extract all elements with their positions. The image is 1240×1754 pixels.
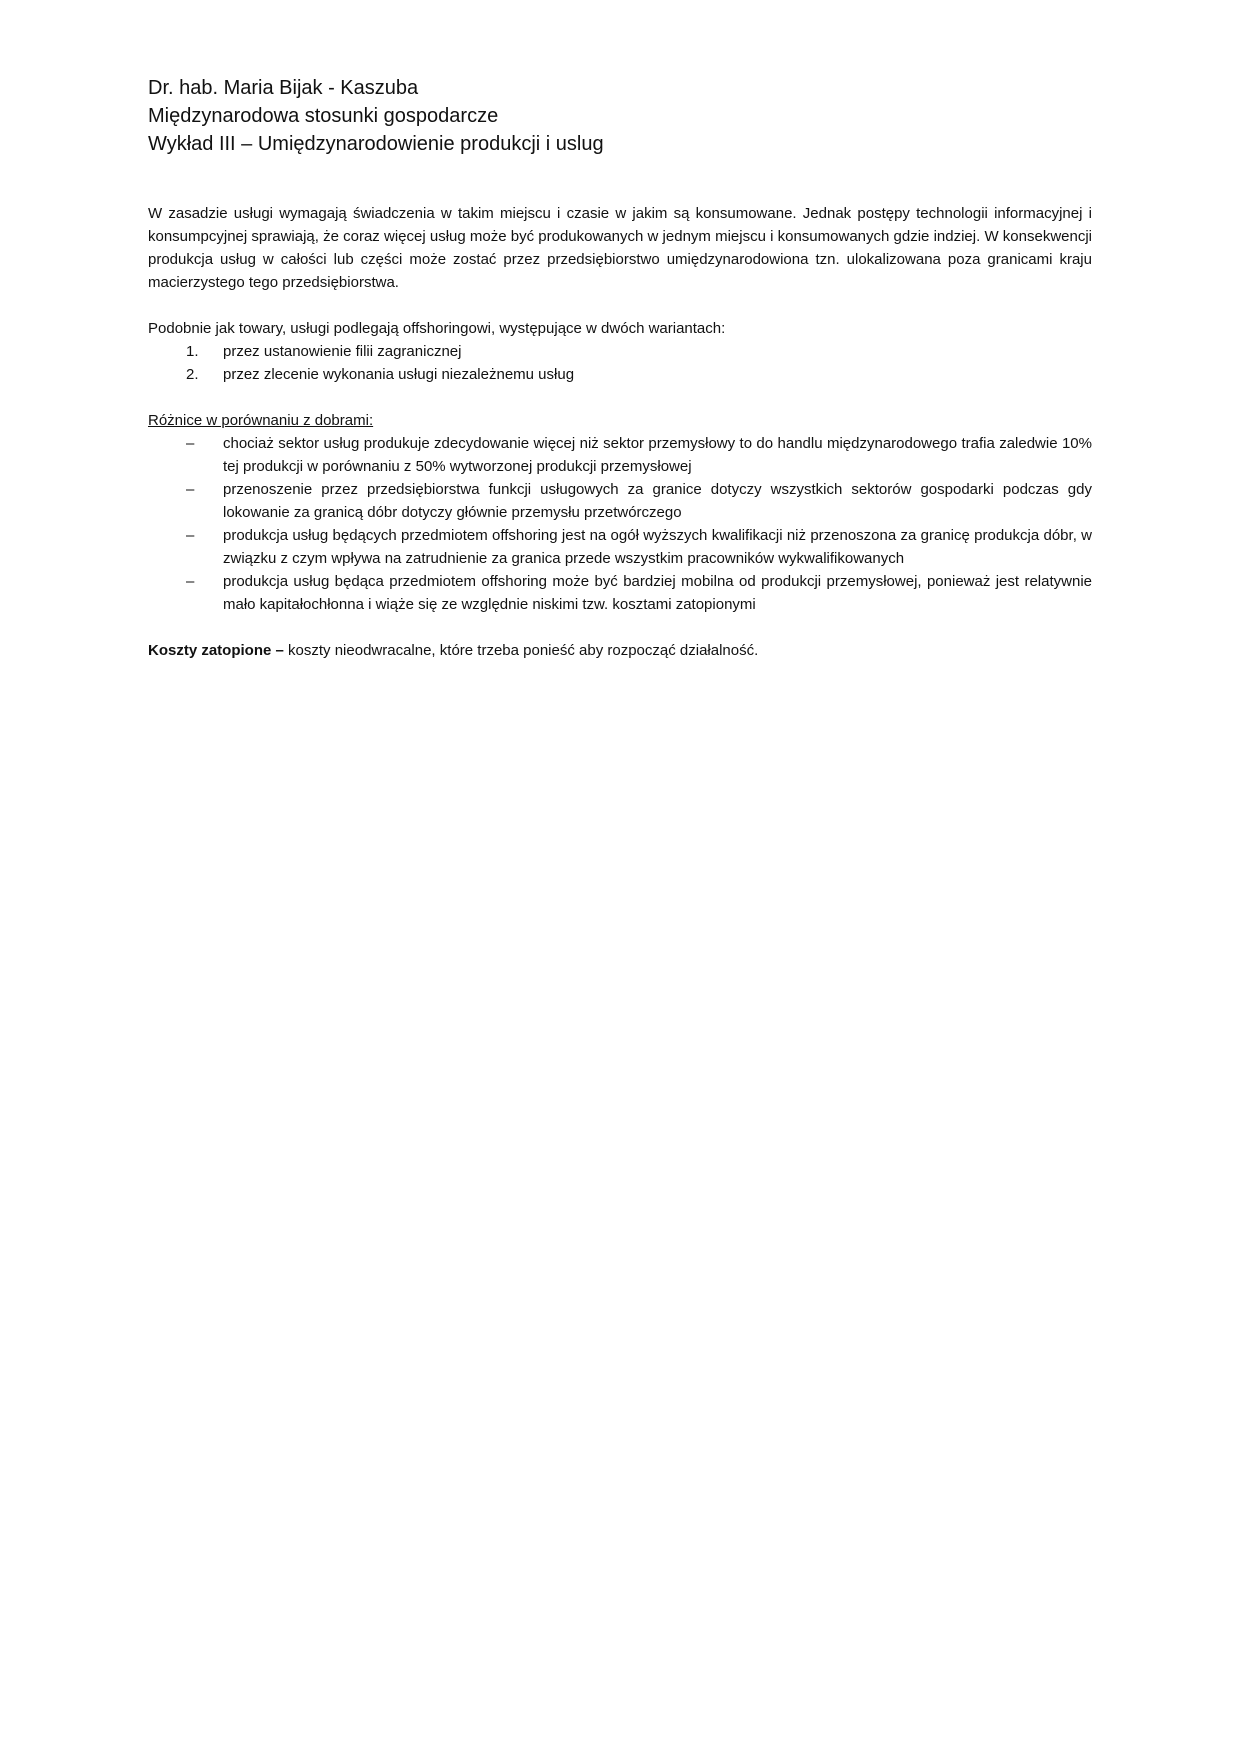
definition-term: Koszty zatopione – — [148, 642, 284, 659]
differences-heading: Różnice w porównaniu z dobrami: — [148, 412, 374, 429]
list-item-text: produkcja usług będąca przedmiotem offshoring może być bardziej mobilna od produkcji przemysłowej, ponieważ jest relatywnie mało kapitałochłonna i wiąże się ze względnie niskimi tzw. kosztami zatopionymi — [223, 573, 1092, 613]
course-title: Międzynarodowa stosunki gospodarcze — [148, 105, 499, 127]
definition-paragraph — [148, 639, 1092, 662]
author-name: Dr. hab. Maria Bijak - Kaszuba — [148, 77, 419, 99]
list-item-text: chociaż sektor usług produkuje zdecydowanie więcej niż sektor przemysłowy to do handlu międzynarodowego trafia zaledwie 10% tej produkcji w porównaniu z 50% wytworzonej produkcji przemysłowej — [223, 435, 1092, 475]
list-item — [148, 363, 1092, 386]
list-item — [148, 524, 1092, 570]
intro-paragraph: W zasadzie usługi wymagają świadczenia w takim miejscu i czasie w jakim są konsumowane. Jednak postępy technologii informacyjnej i konsumpcyjnej sprawiają, że coraz więcej usług może być produkowanych w jednym miejscu i konsumowanych gdzie indziej. W konsekwencji produkcja usług w całości lub części może zostać przez przedsiębiorstwo umiędzynarodowiona tzn. ulokalizowana poza granicami kraju macierzystego tego przedsiębiorstwa. — [148, 205, 1092, 291]
list-marker: – — [186, 527, 195, 544]
list-item-text: przenoszenie przez przedsiębiorstwa funkcji usługowych za granice dotyczy wszystkich sektorów gospodarki podczas gdy lokowanie za granicą dóbr dotyczy głównie przemysłu przetwórczego — [223, 481, 1092, 521]
list-item — [148, 570, 1092, 616]
list-marker: – — [186, 481, 195, 498]
differences-list — [148, 432, 1092, 616]
list-item — [148, 432, 1092, 478]
list-item — [148, 478, 1092, 524]
document-header — [148, 74, 1088, 158]
definition-text: koszty nieodwracalne, które trzeba ponieść aby rozpocząć działalność. — [283, 642, 759, 659]
list-item-text: przez ustanowienie filii zagranicznej — [223, 343, 462, 360]
list-marker: 2. — [186, 366, 199, 383]
lecture-title: Wykład III – Umiędzynarodowienie produkcji i uslug — [148, 133, 604, 155]
list-item — [148, 340, 1092, 363]
document-body — [148, 202, 1092, 662]
offshoring-lead: Podobnie jak towary, usługi podlegają offshoringowi, występujące w dwóch wariantach: — [148, 320, 726, 337]
offshoring-list — [148, 340, 1092, 386]
list-marker: – — [186, 573, 195, 590]
list-item-text: produkcja usług będących przedmiotem offshoring jest na ogół wyższych kwalifikacji niż przenoszona za granicę produkcja dóbr, w związku z czym wpływa na zatrudnienie za granica przede wszystkim pracowników wykwalifikowanych — [223, 527, 1092, 567]
list-marker: – — [186, 435, 195, 452]
list-marker: 1. — [186, 343, 199, 360]
list-item-text: przez zlecenie wykonania usługi niezależnemu usług — [223, 366, 575, 383]
